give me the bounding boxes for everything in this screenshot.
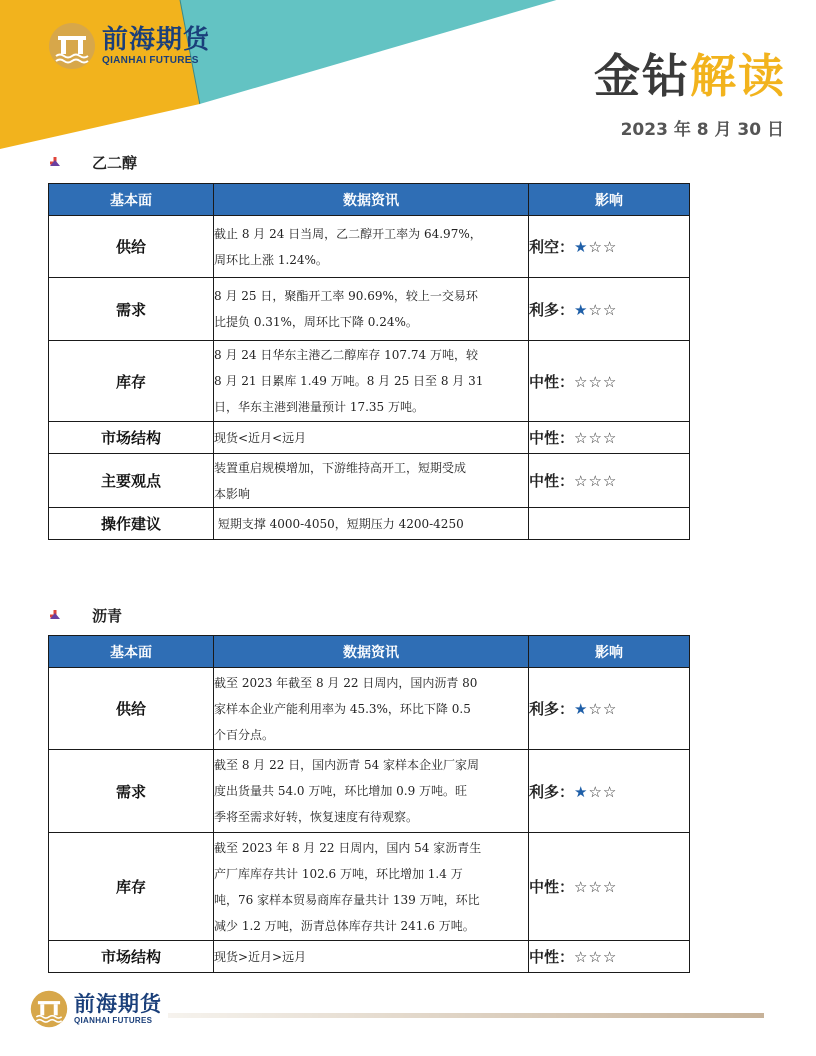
info-line: 日，华东主港到港量预计 17.35 万吨。: [214, 400, 424, 414]
data-table: [48, 635, 690, 973]
bullet-icon: [48, 156, 62, 170]
impact-label: 中性：: [529, 878, 575, 896]
star-rating: [574, 429, 617, 447]
table-row: [49, 216, 690, 278]
star-empty-icon: ☆: [574, 948, 589, 966]
star-empty-icon: ☆: [574, 429, 589, 447]
star-rating: [574, 948, 617, 966]
logo-arch-icon: [48, 22, 96, 70]
brand-name-cn: 前海期货: [102, 25, 211, 55]
star-empty-icon: ☆: [602, 429, 618, 447]
column-header: 数据资讯: [214, 636, 529, 668]
row-info: [214, 508, 529, 540]
info-line: 度出货量共 54.0 万吨，环比增加 0.9 万吨。旺: [214, 784, 468, 798]
info-line: 截至 8 月 22 日，国内沥青 54 家样本企业厂家周: [214, 758, 480, 772]
footer-brand-name-cn: 前海期货: [74, 991, 162, 1016]
table-row: [49, 833, 690, 941]
star-empty-icon: ☆: [602, 300, 618, 319]
impact-label: 中性：: [529, 472, 575, 490]
page-title: [594, 48, 786, 104]
column-header: 影响: [529, 636, 690, 668]
star-rating: [574, 238, 617, 256]
info-line: 产厂库库存共计 102.6 万吨，环比增加 1.4 万: [214, 866, 463, 881]
section-title: 沥青: [92, 607, 123, 625]
table-row: [49, 508, 690, 540]
star-rating: [574, 373, 617, 391]
row-impact: [529, 454, 690, 508]
star-filled-icon: ★: [574, 700, 589, 718]
star-empty-icon: ☆: [588, 429, 603, 447]
star-empty-icon: ☆: [588, 472, 603, 490]
star-filled-icon: ★: [574, 238, 589, 256]
row-info: [214, 668, 529, 750]
table-row: [49, 278, 690, 341]
row-label: 操作建议: [49, 508, 214, 540]
row-info: [214, 422, 529, 454]
star-empty-icon: ☆: [602, 782, 618, 801]
row-info: [214, 833, 529, 941]
info-line: 截至 2023 年截至 8 月 22 日周内，国内沥青 80: [214, 675, 478, 690]
info-line: 个百分点。: [214, 727, 275, 742]
row-info: [214, 278, 529, 341]
section-heading: [48, 605, 122, 626]
row-label: 供给: [49, 216, 214, 278]
brand-name-en: QIANHAI FUTURES: [102, 55, 199, 66]
star-empty-icon: ☆: [602, 878, 618, 896]
star-empty-icon: ☆: [602, 372, 618, 391]
title-part1: 金钻: [594, 49, 690, 103]
column-header: 基本面: [49, 636, 214, 668]
info-line: 家样本企业产能利用率为 45.3%，环比下降 0.5: [214, 701, 471, 716]
impact-label: 利多：: [529, 700, 575, 718]
star-rating: [574, 301, 617, 319]
row-info: [214, 341, 529, 422]
info-line: 8 月 25 日，聚酯开工率 90.69%，较上一交易环: [214, 289, 478, 303]
row-impact: [529, 422, 690, 454]
row-label: 库存: [49, 833, 214, 941]
row-impact: [529, 278, 690, 341]
row-label: 市场结构: [49, 941, 214, 973]
star-empty-icon: ☆: [588, 300, 603, 319]
table-row: [49, 341, 690, 422]
star-empty-icon: ☆: [588, 878, 603, 896]
row-info: [214, 750, 529, 833]
info-line: 现货<近月<远月: [214, 430, 307, 445]
star-rating: [574, 472, 617, 490]
row-label: 供给: [49, 668, 214, 750]
table-header-row: [49, 636, 690, 668]
star-empty-icon: ☆: [602, 238, 618, 256]
impact-label: 利多：: [529, 300, 575, 319]
row-impact: [529, 833, 690, 941]
info-line: 现货>近月>远月: [214, 949, 307, 964]
star-filled-icon: ★: [574, 300, 589, 319]
row-impact: [529, 941, 690, 973]
info-line: 比提负 0.31%，周环比下降 0.24%。: [214, 315, 418, 329]
row-info: [214, 454, 529, 508]
info-line: 截止 8 月 24 日当周，乙二醇开工率为 64.97%，: [214, 226, 482, 241]
row-label: 主要观点: [49, 454, 214, 508]
impact-label: 中性：: [529, 948, 575, 966]
logo-arch-icon: [30, 990, 68, 1028]
footer-brand-name-en: QIANHAI FUTURES: [74, 1016, 153, 1025]
row-impact: [529, 750, 690, 833]
row-label: 需求: [49, 750, 214, 833]
section-heading: [48, 152, 137, 173]
impact-label: 利空：: [529, 238, 575, 256]
info-line: 周环比上涨 1.24%。: [214, 252, 328, 267]
table-row: [49, 668, 690, 750]
info-line: 短期支撑 4000-4050，短期压力 4200-4250: [214, 516, 464, 531]
info-line: 8 月 21 日累库 1.49 万吨。8 月 25 日至 8 月 31: [214, 374, 484, 388]
impact-label: 中性：: [529, 372, 575, 391]
title-part2: 解读: [690, 49, 786, 103]
info-line: 截至 2023 年 8 月 22 日周内，国内 54 家沥青生: [214, 840, 482, 855]
star-rating: [574, 878, 617, 896]
star-filled-icon: ★: [574, 782, 589, 801]
bullet-icon: [48, 609, 62, 623]
star-empty-icon: ☆: [574, 472, 589, 490]
star-empty-icon: ☆: [574, 372, 589, 391]
column-header: 数据资讯: [214, 184, 529, 216]
row-impact: [529, 508, 690, 540]
row-info: [214, 941, 529, 973]
info-line: 季将至需求好转，恢复速度有待观察。: [214, 810, 419, 824]
star-empty-icon: ☆: [588, 782, 603, 801]
row-impact: [529, 341, 690, 422]
data-table: [48, 183, 690, 540]
star-empty-icon: ☆: [602, 472, 618, 490]
table-row: [49, 941, 690, 973]
star-empty-icon: ☆: [602, 700, 618, 718]
table-row: [49, 422, 690, 454]
row-impact: [529, 668, 690, 750]
info-line: 吨，76 家样本贸易商库存量共计 139 万吨，环比: [214, 892, 480, 907]
impact-label: 利多：: [529, 782, 575, 801]
column-header: 基本面: [49, 184, 214, 216]
footer-divider: [168, 1013, 764, 1018]
row-impact: [529, 216, 690, 278]
table-header-row: [49, 184, 690, 216]
info-line: 装置重启规模增加，下游维持高开工，短期受成: [214, 460, 467, 475]
impact-label: 中性：: [529, 429, 575, 447]
star-empty-icon: ☆: [602, 948, 618, 966]
table-row: [49, 454, 690, 508]
row-label: 市场结构: [49, 422, 214, 454]
row-label: 需求: [49, 278, 214, 341]
star-empty-icon: ☆: [588, 948, 603, 966]
star-empty-icon: ☆: [574, 878, 589, 896]
star-rating: [574, 700, 617, 718]
section-title: 乙二醇: [92, 154, 138, 172]
star-empty-icon: ☆: [588, 238, 603, 256]
star-empty-icon: ☆: [588, 700, 603, 718]
footer-logo: [30, 990, 162, 1028]
star-empty-icon: ☆: [588, 372, 603, 391]
brand-logo: [48, 22, 210, 70]
info-line: 本影响: [214, 486, 251, 501]
info-line: 8 月 24 日华东主港乙二醇库存 107.74 万吨，较: [214, 348, 478, 362]
row-label: 库存: [49, 341, 214, 422]
table-row: [49, 750, 690, 833]
star-rating: [574, 783, 617, 801]
column-header: 影响: [529, 184, 690, 216]
info-line: 减少 1.2 万吨，沥青总体库存共计 241.6 万吨。: [214, 918, 475, 933]
row-info: [214, 216, 529, 278]
report-date: 2023 年 8 月 30 日: [620, 120, 784, 140]
